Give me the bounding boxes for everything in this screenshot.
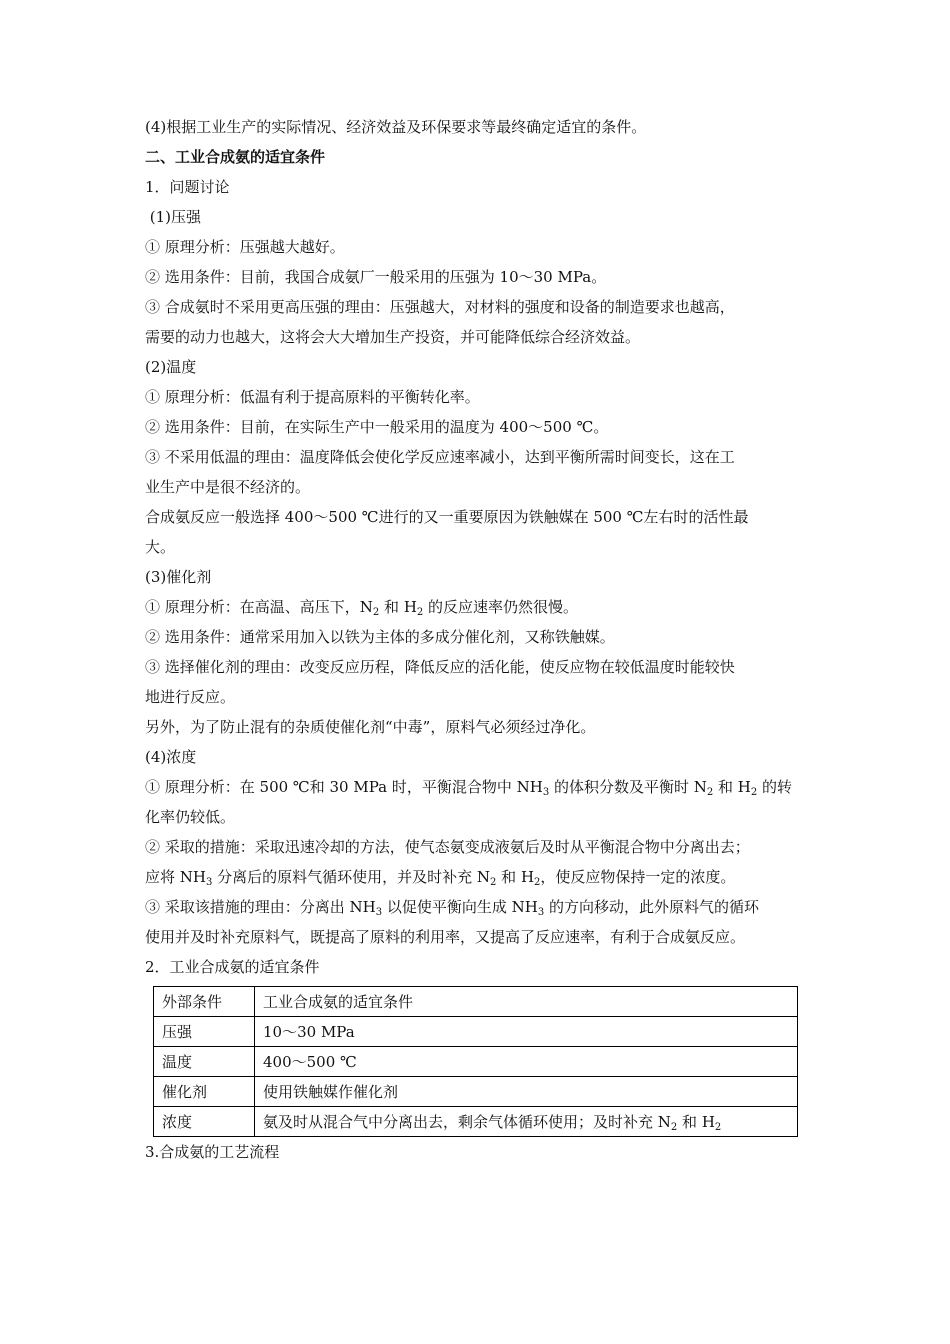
temperature-note-line-1: 合成氨反应一般选择 400～500 ℃进行的又一重要原因为铁触媒在 500 ℃左右时的活性最 [145, 508, 749, 526]
text-segment: ① 原理分析：在高温、高压下，N [145, 598, 373, 616]
concentration-heading: (4)浓度 [145, 748, 197, 766]
subheading-problem-discussion: 1．问题讨论 [145, 178, 230, 196]
catalyst-point-1 [145, 592, 810, 622]
catalyst-point-3-line-1: ③ 选择催化剂的理由：改变反应历程，降低反应的活化能，使反应物在较低温度时能较快 [145, 658, 735, 676]
text-segment: 分离后的原料气循环使用，并及时补充 N [212, 868, 491, 886]
subscript: 2 [714, 1122, 722, 1133]
temperature-point-3-line-2: 业生产中是很不经济的。 [145, 478, 311, 496]
subscript: 2 [670, 1122, 678, 1133]
concentration-point-2-line-2 [145, 862, 810, 892]
text-segment: 氨及时从混合气中分离出去，剩余气体循环使用；及时补充 N [263, 1113, 671, 1131]
table-row [154, 1047, 798, 1077]
subscript: 3 [542, 787, 550, 798]
text-segment: 和 H [379, 598, 417, 616]
table-row [154, 1017, 798, 1047]
text-segment: 的反应速率仍然很慢。 [423, 598, 579, 616]
subscript: 2 [372, 607, 380, 618]
subscript: 2 [706, 787, 714, 798]
concentration-point-1-line-2: 化率仍较低。 [145, 808, 236, 826]
text-segment: 的转 [757, 778, 793, 796]
table-cell-label: 压强 [154, 1017, 255, 1047]
concentration-point-3-line-1 [145, 892, 810, 922]
text-segment: ① 原理分析：在 500 ℃和 30 MPa 时，平衡混合物中 NH [145, 778, 543, 796]
concentration-point-3-line-2: 使用并及时补充原料气，既提高了原料的利用率，又提高了反应速率，有利于合成氨反应。 [145, 928, 746, 946]
temperature-heading: (2)温度 [145, 358, 197, 376]
section-heading-2: 二、工业合成氨的适宜条件 [145, 148, 326, 166]
subscript: 2 [750, 787, 758, 798]
temperature-point-3-line-1: ③ 不采用低温的理由：温度降低会使化学反应速率减小，达到平衡所需时间变长，这在工 [145, 448, 735, 466]
pressure-point-3-line-2: 需要的动力也越大，这将会大大增加生产投资，并可能降低综合经济效益。 [145, 328, 641, 346]
table-cell-value: 10～30 MPa [255, 1017, 798, 1047]
paragraph-step-4: (4)根据工业生产的实际情况、经济效益及环保要求等最终确定适宜的条件。 [145, 118, 647, 136]
catalyst-heading: (3)催化剂 [145, 568, 212, 586]
subheading-suitable-conditions: 2．工业合成氨的适宜条件 [145, 958, 320, 976]
concentration-point-2-line-1: ② 采取的措施：采取迅速冷却的方法，使气态氨变成液氨后及时从平衡混合物中分离出去； [145, 838, 750, 856]
pressure-point-2: ② 选用条件：目前，我国合成氨厂一般采用的压强为 10～30 MPa。 [145, 268, 607, 286]
table-row [154, 1107, 798, 1137]
table-cell-value: 400～500 ℃ [255, 1047, 798, 1077]
text-segment: 的方向移动，此外原料气的循环 [544, 898, 760, 916]
subscript: 2 [490, 877, 497, 888]
subscript: 3 [375, 907, 383, 918]
pressure-heading: (1)压强 [145, 208, 202, 226]
text-segment: 以促使平衡向生成 NH [382, 898, 538, 916]
subscript: 3 [537, 907, 545, 918]
table-header-cell: 工业合成氨的适宜条件 [255, 987, 798, 1017]
table-cell-label: 温度 [154, 1047, 255, 1077]
pressure-point-3-line-1: ③ 合成氨时不采用更高压强的理由：压强越大，对材料的强度和设备的制造要求也越高， [145, 298, 735, 316]
text-segment: 和 H [713, 778, 751, 796]
pressure-point-1: ① 原理分析：压强越大越好。 [145, 238, 345, 256]
catalyst-point-3-line-2: 地进行反应。 [145, 688, 236, 706]
table-cell-label: 催化剂 [154, 1077, 255, 1107]
text-segment: 应将 NH [145, 868, 206, 886]
text-segment: 和 H [677, 1113, 715, 1131]
table-cell-value [255, 1107, 798, 1137]
temperature-note-line-2: 大。 [145, 538, 176, 556]
table-header-row [154, 987, 798, 1017]
subscript: 2 [534, 877, 541, 888]
document-body [145, 112, 810, 1167]
subscript: 3 [205, 877, 213, 888]
catalyst-point-2: ② 选用条件：通常采用加入以铁为主体的多成分催化剂，又称铁触媒。 [145, 628, 615, 646]
text-segment: 和 H [496, 868, 535, 886]
table-row [154, 1077, 798, 1107]
text-segment: ③ 采取该措施的理由：分离出 NH [145, 898, 376, 916]
catalyst-note: 另外，为了防止混有的杂质使催化剂“中毒”，原料气必须经过净化。 [145, 718, 596, 736]
temperature-point-2: ② 选用条件：目前，在实际生产中一般采用的温度为 400～500 ℃。 [145, 418, 609, 436]
text-segment: 的体积分数及平衡时 N [549, 778, 707, 796]
table-cell-value: 使用铁触媒作催化剂 [255, 1077, 798, 1107]
text-segment: ，使反应物保持一定的浓度。 [540, 868, 736, 886]
subheading-process-flow: 3.合成氨的工艺流程 [145, 1143, 280, 1161]
table-cell-label: 浓度 [154, 1107, 255, 1137]
table-header-cell: 外部条件 [154, 987, 255, 1017]
subscript: 2 [416, 607, 424, 618]
concentration-point-1-line-1 [145, 772, 810, 802]
conditions-table [153, 986, 798, 1137]
temperature-point-1: ① 原理分析：低温有利于提高原料的平衡转化率。 [145, 388, 480, 406]
